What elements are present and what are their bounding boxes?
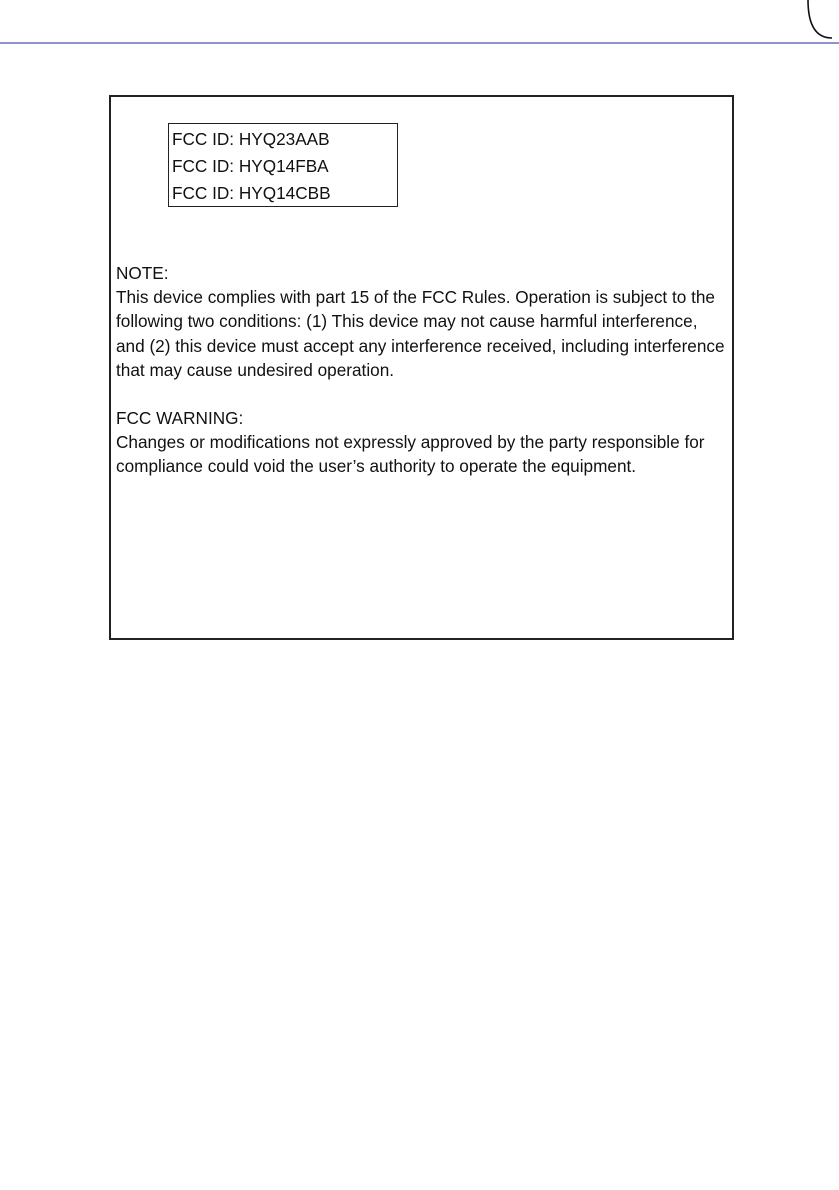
fcc-notice-frame [109, 95, 734, 640]
fcc-id-line: FCC ID: HYQ14CBB [172, 183, 331, 203]
fcc-warning-section [116, 406, 730, 479]
fcc-id-line: FCC ID: HYQ23AAB [172, 129, 330, 149]
page-corner-curve [0, 0, 839, 60]
fcc-warning-body: Changes or modifications not expressly approved by the party responsible for compliance could void the user’s authority to operate the equipment. [116, 432, 705, 477]
note-heading: NOTE: [116, 263, 169, 283]
fcc-id-line: FCC ID: HYQ14FBA [172, 156, 329, 176]
fcc-id-box [168, 123, 398, 207]
note-section [116, 261, 730, 382]
note-body: This device complies with part 15 of the FCC Rules. Operation is subject to the following two conditions: (1) This device may not cause harmful interference, and (2) this device must accept any interference received, including interference that may cause undesired operation. [116, 287, 725, 380]
fcc-warning-heading: FCC WARNING: [116, 408, 244, 428]
header-rule [0, 42, 839, 44]
